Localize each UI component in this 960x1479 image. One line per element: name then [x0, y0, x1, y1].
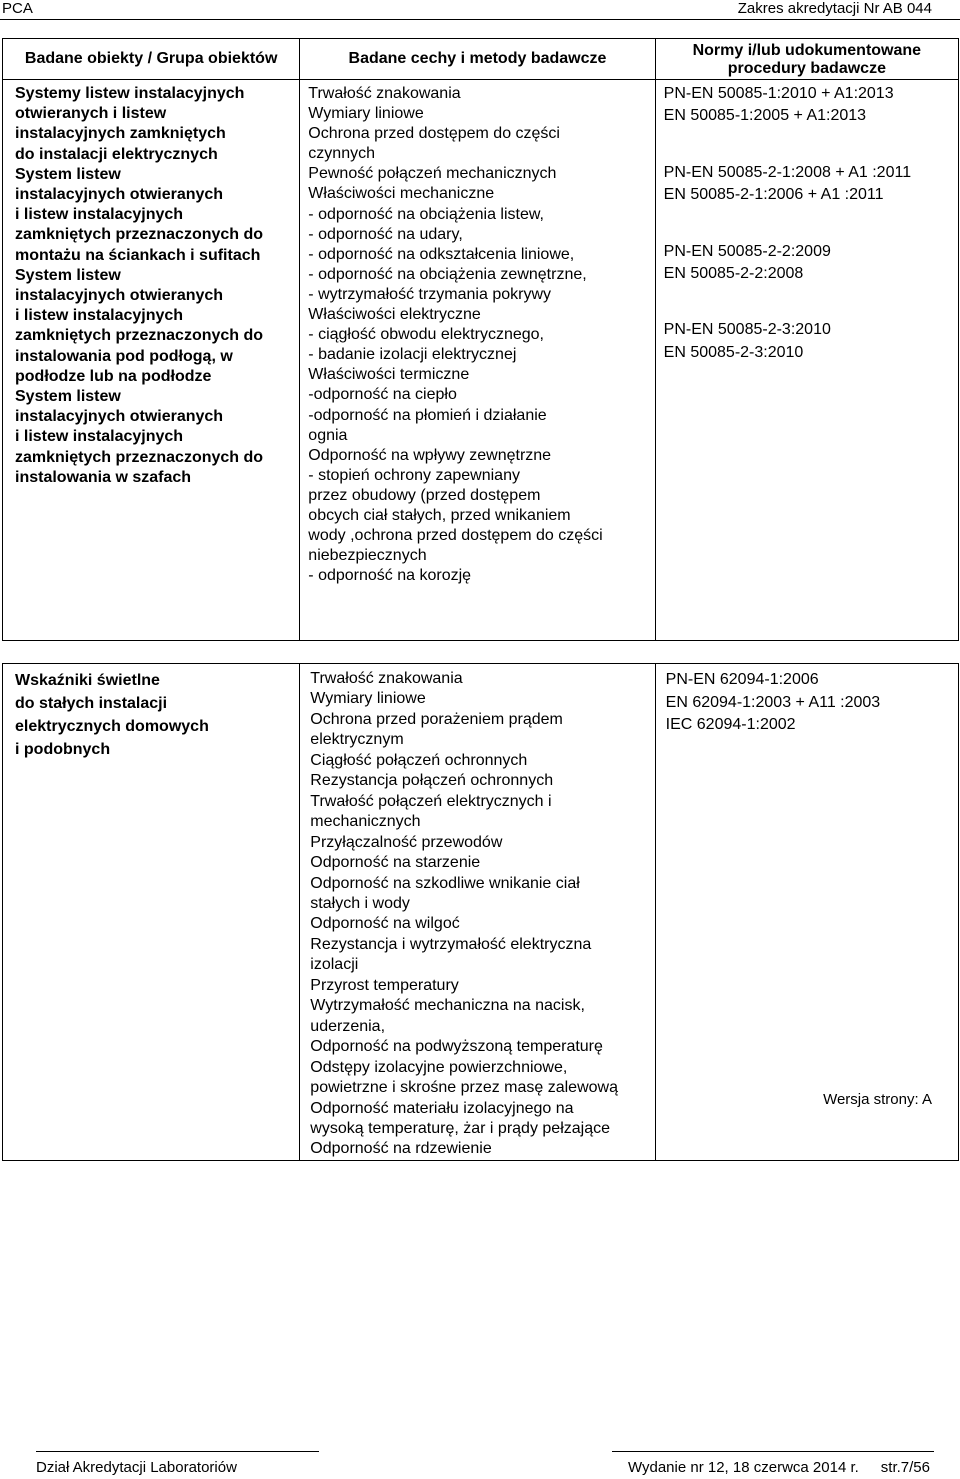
objects-list: [3, 664, 299, 761]
feature-line: Pewność połączeń mechanicznych: [308, 165, 557, 183]
feature-line: Odporność materiału izolacyjnego na: [310, 1099, 574, 1117]
features-list: [300, 80, 654, 586]
object-line: podłodze lub na podłodze: [15, 367, 212, 385]
object-line: instalacyjnych otwieranych: [15, 287, 224, 305]
feature-line: - odporność na korozję: [308, 567, 472, 585]
object-line: i podobnych: [15, 741, 111, 758]
standards-cell: [655, 664, 958, 1161]
objects-cell: [3, 664, 300, 1161]
object-line: zamkniętych przeznaczonych do: [15, 226, 264, 244]
footer-rule-right: [612, 1451, 934, 1452]
objects-list: [3, 80, 299, 488]
object-line: do stałych instalacji: [15, 695, 168, 712]
accreditation-table: [2, 38, 959, 1161]
object-line: System listew: [15, 165, 121, 183]
object-line: i listew instalacyjnych: [15, 307, 184, 325]
object-line: instalowania w szafach: [15, 468, 192, 486]
footer-edition-page: [628, 1459, 930, 1476]
features-cell: [300, 664, 655, 1161]
feature-line: Właściwości termiczne: [308, 366, 470, 384]
column-header-objects: Badane obiekty / Grupa obiektów: [3, 39, 300, 80]
feature-line: powietrzne i skrośne przez masę zalewową: [310, 1079, 618, 1097]
feature-line: - badanie izolacji elektrycznej: [308, 346, 517, 364]
feature-line: wysoką temperaturę, żar i prądy pełzające: [310, 1119, 610, 1137]
spacer-cell: [655, 641, 958, 664]
standard-line: PN-EN 50085-2-3:2010: [663, 321, 831, 339]
feature-line: elektrycznym: [310, 731, 404, 749]
feature-line: Odporność na starzenie: [310, 854, 481, 872]
object-line: Wskaźniki świetlne: [15, 672, 160, 689]
header-title: Zakres akredytacji Nr AB 044: [737, 0, 932, 17]
feature-line: Przyrost temperatury: [310, 976, 459, 994]
standards-list: [656, 80, 958, 364]
feature-line: -odporność na ciepło: [308, 386, 457, 404]
feature-line: - odporność na udary,: [308, 225, 463, 243]
feature-line: przez obudowy (przed dostępem: [308, 486, 541, 504]
feature-line: Ochrona przed porażeniem prądem: [310, 710, 563, 728]
feature-line: Odstępy izolacyjne powierzchniowe,: [310, 1058, 568, 1076]
standard-line: PN-EN 50085-2-1:2008 + A1 :2011: [663, 163, 912, 181]
objects-cell: [3, 80, 300, 641]
object-line: Systemy listew instalacyjnych: [15, 85, 245, 102]
object-line: elektrycznych domowych: [15, 718, 209, 735]
feature-line: stałych i wody: [310, 894, 410, 912]
object-line: do instalacji elektrycznych: [15, 145, 218, 163]
feature-line: wody ,ochrona przed dostępem do części: [308, 527, 603, 545]
object-line: i listew instalacyjnych: [15, 428, 184, 446]
standard-line: EN 62094-1:2003 + A11 :2003: [665, 693, 881, 711]
feature-line: Wymiary liniowe: [308, 105, 424, 123]
feature-line: - odporność na odkształcenia liniowe,: [308, 245, 575, 263]
table-row: [3, 80, 959, 641]
standard-line: EN 50085-1:2005 + A1:2013: [663, 107, 867, 125]
column-header-standards: Normy i/lub udokumentowane procedury badawcze: [655, 39, 958, 80]
page-version: Wersja strony: A: [823, 1091, 932, 1108]
feature-line: Rezystancja połączeń ochronnych: [310, 772, 554, 790]
standards-list: [656, 664, 958, 737]
standard-line: EN 50085-2-3:2010: [663, 343, 804, 361]
object-line: instalacyjnych otwieranych: [15, 408, 224, 426]
feature-line: Właściwości elektryczne: [308, 306, 481, 324]
feature-line: Odporność na wpływy zewnętrzne: [308, 446, 552, 464]
feature-line: Trwałość połączeń elektrycznych i: [310, 792, 552, 810]
line-gap: [664, 128, 954, 162]
footer-page-number: str.7/56: [880, 1459, 930, 1476]
spacer-cell: [300, 641, 655, 664]
standard-line: PN-EN 50085-1:2010 + A1:2013: [663, 85, 894, 102]
standard-line: PN-EN 62094-1:2006: [665, 671, 819, 688]
feature-line: uderzenia,: [310, 1017, 386, 1035]
feature-line: Właściwości mechaniczne: [308, 185, 495, 203]
column-header-features: Badane cechy i metody badawcze: [300, 39, 655, 80]
feature-line: mechanicznych: [310, 813, 421, 831]
footer-department: Dział Akredytacji Laboratoriów: [36, 1459, 237, 1476]
feature-line: Wymiary liniowe: [310, 690, 426, 708]
feature-line: Odporność na rdzewienie: [310, 1140, 492, 1158]
feature-line: izolacji: [310, 956, 359, 974]
spacer-cell: [3, 641, 300, 664]
object-line: System listew: [15, 266, 121, 284]
footer-edition: Wydanie nr 12, 18 czerwca 2014 r.: [627, 1459, 859, 1476]
feature-line: -odporność na płomień i działanie: [308, 406, 547, 424]
feature-line: Ciągłość połączeń ochronnych: [310, 751, 528, 769]
line-gap: [664, 285, 954, 319]
table-row: [3, 664, 959, 1161]
feature-line: obcych ciał stałych, przed wnikaniem: [308, 506, 571, 524]
header-rule: [0, 19, 960, 20]
feature-line: Odporność na podwyższoną temperaturę: [310, 1038, 603, 1056]
feature-line: Odporność na szkodliwe wnikanie ciał: [310, 874, 580, 892]
object-line: instalacyjnych otwieranych: [15, 186, 224, 204]
feature-line: - odporność na obciążenia listew,: [308, 205, 544, 223]
line-gap: [664, 207, 954, 241]
object-line: montażu na ściankach i sufitach: [15, 246, 261, 264]
object-line: instalacyjnych zamkniętych: [15, 125, 226, 143]
standard-line: EN 50085-2-1:2006 + A1 :2011: [663, 186, 884, 204]
table-header-row: [3, 39, 959, 80]
object-line: zamkniętych przeznaczonych do: [15, 448, 264, 466]
feature-line: niebezpiecznych: [308, 547, 427, 565]
footer-rule-left: [36, 1451, 319, 1452]
feature-line: Trwałość znakowania: [308, 85, 461, 102]
feature-line: - odporność na obciążenia zewnętrzne,: [308, 265, 587, 283]
standards-cell: [655, 80, 958, 641]
object-line: System listew: [15, 388, 121, 406]
feature-line: Przyłączalność przewodów: [310, 833, 503, 851]
standard-line: PN-EN 50085-2-2:2009: [663, 242, 831, 260]
feature-line: Rezystancja i wytrzymałość elektryczna: [310, 935, 592, 953]
feature-line: ognia: [308, 426, 348, 444]
object-line: instalowania pod podłogą, w: [15, 347, 233, 365]
header-org: PCA: [2, 0, 33, 17]
features-list: [300, 664, 654, 1160]
feature-line: Ochrona przed dostępem do części: [308, 125, 560, 143]
feature-line: Odporność na wilgoć: [310, 915, 460, 933]
object-line: zamkniętych przeznaczonych do: [15, 327, 264, 345]
feature-line: - wytrzymałość trzymania pokrywy: [308, 285, 551, 303]
table-spacer-row: [3, 641, 959, 664]
standard-line: IEC 62094-1:2002: [665, 716, 796, 733]
standard-line: EN 50085-2-2:2008: [663, 265, 804, 283]
features-cell: [300, 80, 655, 641]
feature-line: Trwałość znakowania: [310, 670, 463, 687]
feature-line: czynnych: [308, 145, 375, 163]
object-line: otwieranych i listew: [15, 105, 167, 123]
object-line: i listew instalacyjnych: [15, 206, 184, 224]
feature-line: Wytrzymałość mechaniczna na nacisk,: [310, 997, 585, 1015]
feature-line: - ciągłość obwodu elektrycznego,: [308, 326, 544, 344]
feature-line: - stopień ochrony zapewniany: [308, 466, 520, 484]
